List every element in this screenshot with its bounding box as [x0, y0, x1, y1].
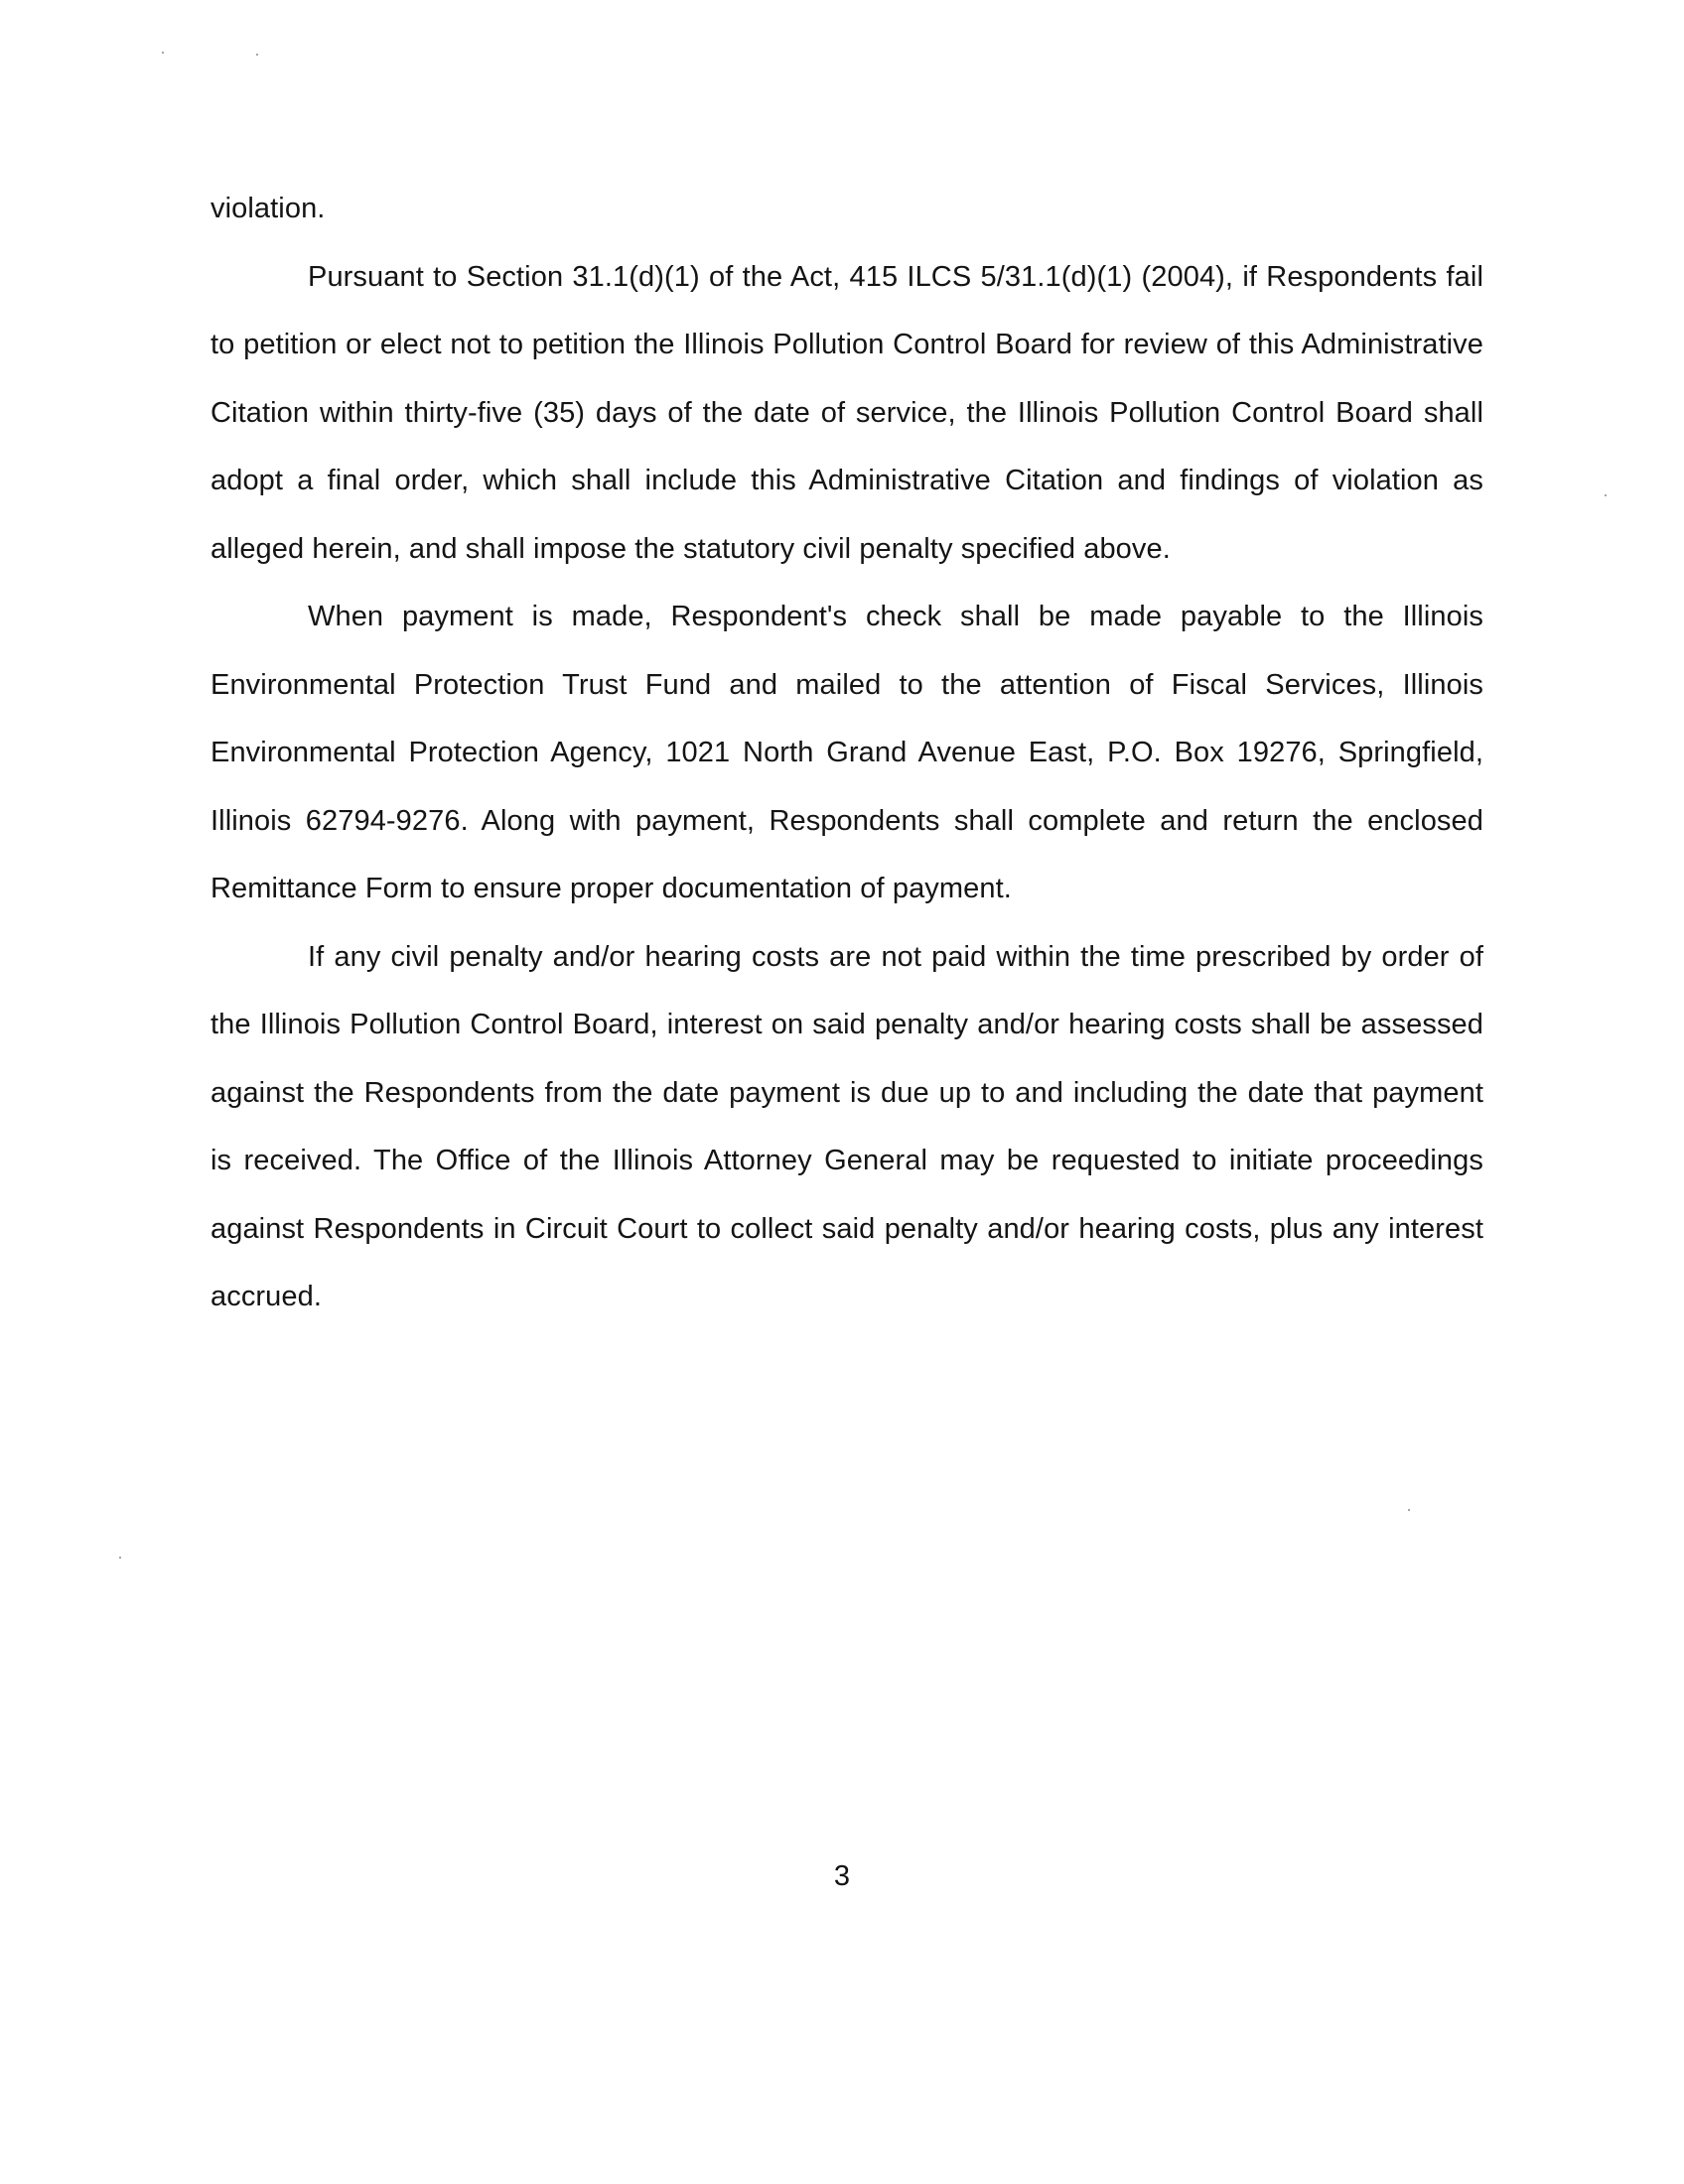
opening-fragment: violation.	[210, 193, 326, 224]
scan-speck	[1408, 1509, 1410, 1511]
paragraph-interest-assessment: If any civil penalty and/or hearing costs are not paid within the time prescribed by order of the Illinois Pollution Control Board, interest on said penalty and/or hearing costs shall be assessed against the Respondents from the date payment is due up to and including the date that payment is received. The Office of the Illinois Attorney General may be requested to initiate proceedings against Respondents in Circuit Court to collect said penalty and/or hearing costs, plus any interest accrued.	[210, 940, 1483, 1312]
scan-speck	[1605, 494, 1607, 496]
scan-speck	[162, 52, 164, 54]
document-body	[210, 175, 1483, 1331]
scan-speck	[119, 1557, 121, 1559]
paragraph-payment-instructions: When payment is made, Respondent's check shall be made payable to the Illinois Environmental Protection Trust Fund and mailed to the attention of Fiscal Services, Illinois Environmental Protection Agency, 1021 North Grand Avenue East, P.O. Box 19276, Springfield, Illinois 62794-9276. Along with payment, Respondents shall complete and return the enclosed Remittance Form to ensure proper documentation of payment.	[210, 601, 1483, 904]
scan-speck	[256, 54, 258, 56]
page-number: 3	[833, 1860, 851, 1892]
paragraph-petition-deadline: Pursuant to Section 31.1(d)(1) of the Act, 415 ILCS 5/31.1(d)(1) (2004), if Respondents fail to petition or elect not to petition the Illinois Pollution Control Board for review of this Administrative Citation within thirty-five (35) days of the date of service, the Illinois Pollution Control Board shall adopt a final order, which shall include this Administrative Citation and findings of violation as alleged herein, and shall impose the statutory civil penalty specified above.	[210, 260, 1483, 565]
